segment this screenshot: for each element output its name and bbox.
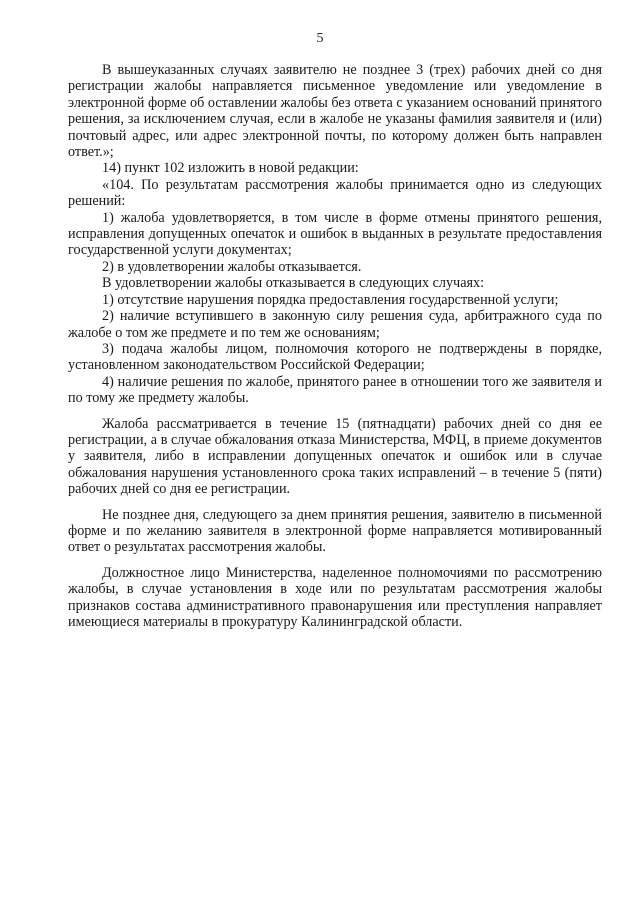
paragraph: 14) пункт 102 изложить в новой редакции: — [102, 160, 359, 177]
paragraph: Должностное лицо Министерства, наделенное полномочиями по рассмотрению жалобы, в случае установления в ходе или по результатам рассмотрения жалобы признаков состава административного правонарушения или преступления направляет имеющиеся материалы в прокуратуру Калининградской области. — [68, 564, 602, 630]
paragraph: «104. По результатам рассмотрения жалобы принимается одно из следующих решений: — [68, 176, 602, 210]
document-body — [68, 62, 602, 630]
paragraph: В удовлетворении жалобы отказывается в следующих случаях: — [102, 275, 485, 292]
paragraph: 3) подача жалобы лицом, полномочия которого не подтверждены в порядке, установленном законодательством Российской Федерации; — [68, 340, 602, 374]
paragraph: Жалоба рассматривается в течение 15 (пятнадцати) рабочих дней со дня ее регистрации, а в случае обжалования отказа Министерства, МФЦ, в приеме документов у заявителя, либо в исправлении допущенных опечаток и ошибок или в случае обжалования нарушения установленного срока таких исправлений – в течение 5 (пяти) рабочих дней со дня ее регистрации. — [68, 415, 602, 498]
paragraph: 2) наличие вступившего в законную силу решения суда, арбитражного суда по жалобе о том же предмете и по тем же основаниям; — [68, 308, 602, 341]
paragraph: 1) отсутствие нарушения порядка предоставления государственной услуги; — [102, 291, 559, 308]
paragraph: 4) наличие решения по жалобе, принятого ранее в отношении того же заявителя и по тому же предмету жалобы. — [68, 373, 602, 407]
page-number: 5 — [316, 31, 324, 46]
paragraph: Не позднее дня, следующего за днем принятия решения, заявителю в письменной форме и по желанию заявителя в электронной форме направляется мотивированный ответ о результатах рассмотрения жалобы. — [68, 506, 602, 556]
paragraph: В вышеуказанных случаях заявителю не позднее 3 (трех) рабочих дней со дня регистрации жалобы направляется письменное уведомление или уведомление в электронной форме об оставлении жалобы без ответа с указанием оснований принятого решения, за исключением случая, если в жалобе не указаны фамилия заявителя и (или) почтовый адрес, или адрес электронной почты, по которому должен быть направлен ответ.»; — [68, 62, 602, 161]
paragraph: 1) жалоба удовлетворяется, в том числе в форме отмены принятого решения, исправления допущенных опечаток и ошибок в выданных в результате предоставления государственной услуги документах; — [68, 209, 602, 259]
paragraph: 2) в удовлетворении жалобы отказывается. — [102, 258, 362, 275]
